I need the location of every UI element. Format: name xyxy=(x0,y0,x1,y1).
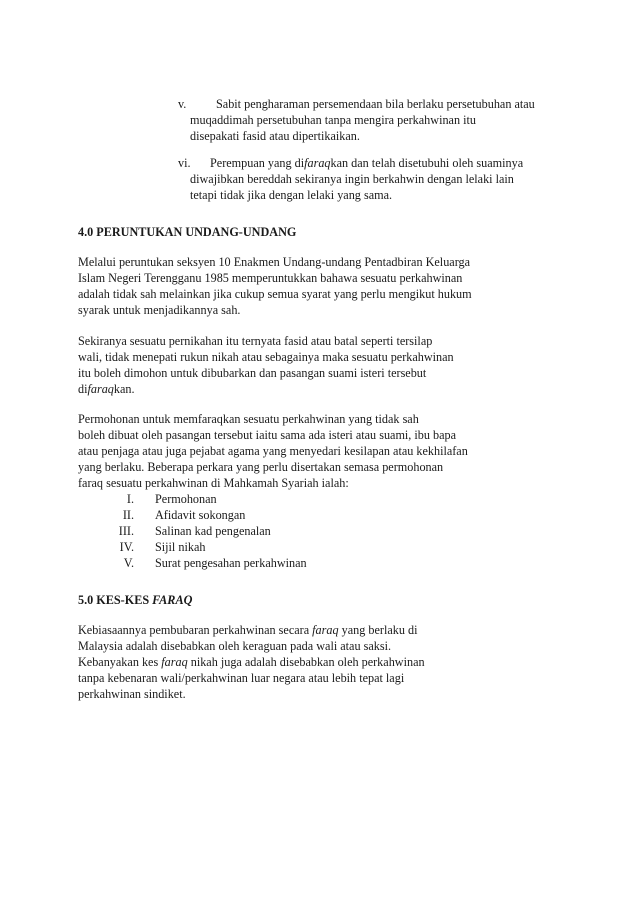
para3-line-4: yang berlaku. Beberapa perkara yang perlu disertakan semasa permohonan xyxy=(78,460,444,474)
para5-line-4: tanpa kebenaran wali/perkahwinan luar negara atau lebih tepat lagi xyxy=(78,671,405,685)
text-run: di xyxy=(78,382,88,396)
para2-line-4 xyxy=(78,381,135,397)
list-number-vi: vi. xyxy=(178,156,191,170)
italic-term: faraq xyxy=(87,382,114,396)
para3-line-5: faraq sesuatu perkahwinan di Mahkamah Syariah ialah: xyxy=(78,476,349,490)
para2-line-3: itu boleh dimohon untuk dibubarkan dan pasangan suami isteri tersebut xyxy=(78,366,427,380)
para2-line-2: wali, tidak menepati rukun nikah atau sebagainya maka sesuatu perkahwinan xyxy=(78,350,454,364)
doc-number-5: V. xyxy=(123,556,134,570)
para3-line-1: Permohonan untuk memfaraqkan sesuatu perkahwinan yang tidak sah xyxy=(78,412,419,426)
list-item-vi-line-1 xyxy=(210,155,523,171)
para1-line-2: Islam Negeri Terengganu 1985 memperuntukkan bahawa sesuatu perkahwinan xyxy=(78,271,463,285)
text-run: kan dan telah disetubuhi oleh suaminya xyxy=(330,156,524,170)
text-run: nikah juga adalah disebabkan oleh perkahwinan xyxy=(187,655,425,669)
list-item-vi-line-2: diwajibkan bereddah sekiranya ingin berkahwin dengan lelaki lain xyxy=(190,172,514,186)
doc-number-4: IV. xyxy=(119,540,134,554)
doc-label-4: Sijil nikah xyxy=(155,540,206,554)
text-run: yang berlaku di xyxy=(338,623,418,637)
para1-line-1: Melalui peruntukan seksyen 10 Enakmen Undang-undang Pentadbiran Keluarga xyxy=(78,255,471,269)
para5-line-5: perkahwinan sindiket. xyxy=(78,687,186,701)
list-item-v-line-3: disepakati fasid atau dipertikaikan. xyxy=(190,129,360,143)
doc-number-2: II. xyxy=(122,508,134,522)
doc-label-1: Permohonan xyxy=(155,492,217,506)
para5-line-3 xyxy=(78,654,425,670)
italic-term: faraq xyxy=(304,156,331,170)
doc-label-5: Surat pengesahan perkahwinan xyxy=(155,556,307,570)
text-run: 5.0 KES-KES xyxy=(78,593,153,607)
list-item-v-line-2: muqaddimah persetubuhan tanpa mengira perkahwinan itu xyxy=(190,113,476,127)
doc-label-3: Salinan kad pengenalan xyxy=(155,524,271,538)
italic-term: faraq xyxy=(161,655,188,669)
text-run: Perempuan yang di xyxy=(210,156,305,170)
doc-number-3: III. xyxy=(118,524,134,538)
text-run: Kebanyakan kes xyxy=(78,655,162,669)
para3-line-3: atau penjaga atau juga pejabat agama yang menyedari kesilapan atau kekhilafan xyxy=(78,444,468,458)
section-4-heading: 4.0 PERUNTUKAN UNDANG-UNDANG xyxy=(78,225,297,239)
text-run: kan. xyxy=(113,382,135,396)
para1-line-4: syarak untuk menjadikannya sah. xyxy=(78,303,241,317)
para3-line-2: boleh dibuat oleh pasangan tersebut iaitu sama ada isteri atau suami, ibu bapa xyxy=(78,428,457,442)
para5-line-1 xyxy=(78,622,417,638)
doc-number-1: I. xyxy=(126,492,134,506)
para5-line-2: Malaysia adalah disebabkan oleh keraguan pada wali atau saksi. xyxy=(78,639,392,653)
para1-line-3: adalah tidak sah melainkan jika cukup semua syarat yang perlu mengikut hukum xyxy=(78,287,472,301)
list-number-v: v. xyxy=(178,97,187,111)
italic-term: faraq xyxy=(312,623,339,637)
text-run: Kebiasaannya pembubaran perkahwinan secara xyxy=(78,623,313,637)
italic-term: FARAQ xyxy=(152,593,193,607)
para2-line-1: Sekiranya sesuatu pernikahan itu ternyata fasid atau batal seperti tersilap xyxy=(78,334,433,348)
section-5-heading xyxy=(78,592,192,608)
list-item-v-line-1: Sabit pengharaman persemendaan bila berlaku persetubuhan atau xyxy=(216,97,535,111)
list-item-vi-line-3: tetapi tidak jika dengan lelaki yang sama. xyxy=(190,188,393,202)
doc-label-2: Afidavit sokongan xyxy=(155,508,246,522)
